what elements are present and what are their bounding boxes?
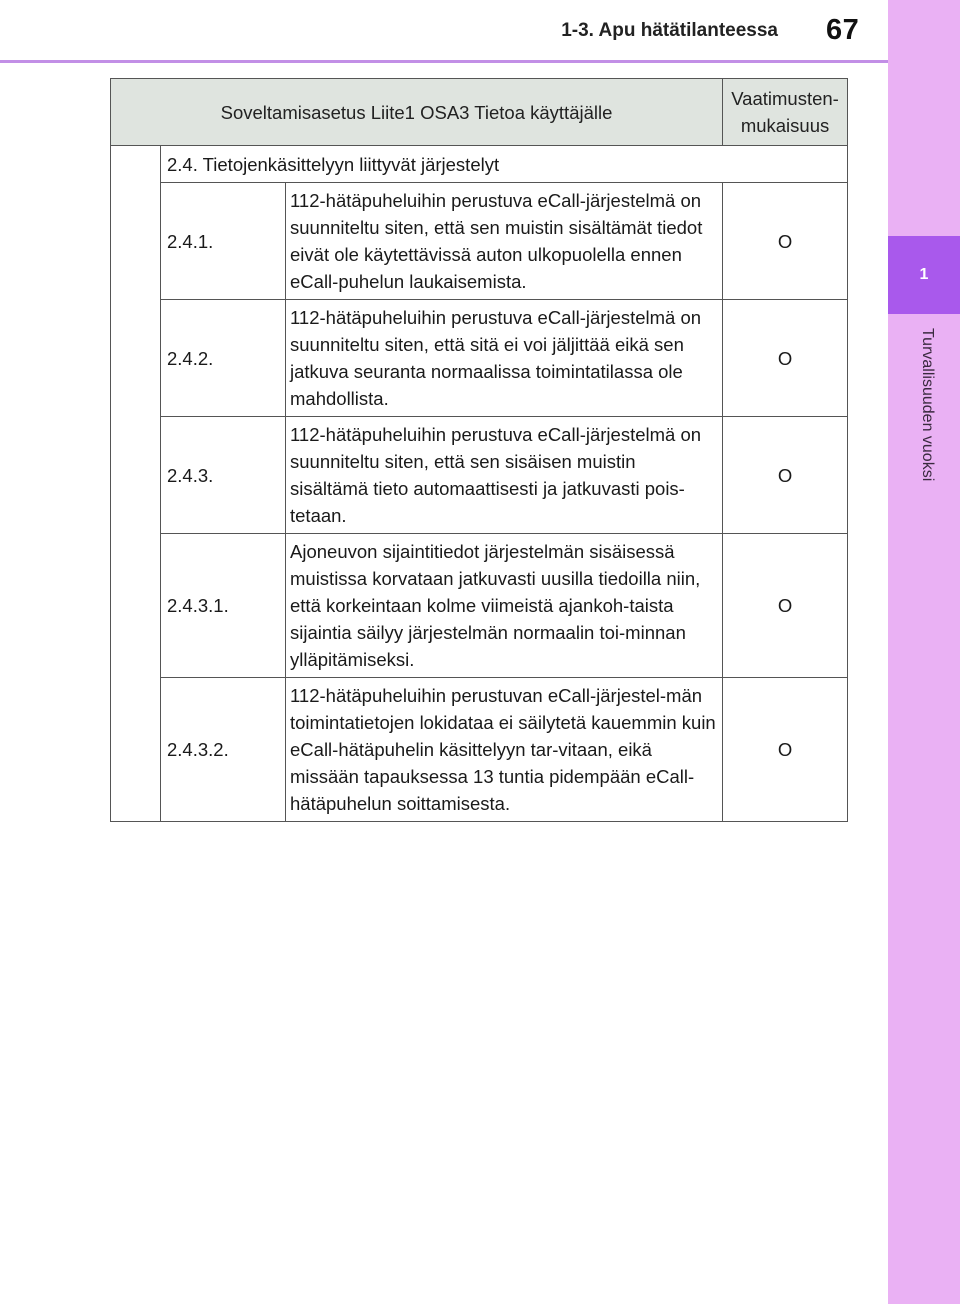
row-description: 112-hätäpuheluihin perustuvan eCall-järjestel-män toimintatietojen lokidataa ei säilytetä kauemmin kuin eCall-hätäpuhelin käsittelyyn tar-vitaan, eikä missään tapauksessa 13 tuntia pidempään eCall-hätäpuhelun soittamisesta. xyxy=(286,678,723,822)
section-title: 1-3. Apu hätätilanteessa xyxy=(561,20,778,41)
row-compliance: O xyxy=(723,183,848,300)
row-code: 2.4.3. xyxy=(161,417,286,534)
blank-column-cell xyxy=(111,146,161,822)
group-title: 2.4. Tietojenkäsittelyyn liittyvät järjestelyt xyxy=(161,146,848,183)
row-description: 112-hätäpuheluihin perustuva eCall-järjestelmä on suunniteltu siten, että sitä ei voi jäljittää eikä sen jatkuva seuranta normaalissa toimintatilassa ole mahdollista. xyxy=(286,300,723,417)
row-compliance: O xyxy=(723,417,848,534)
table-header-row xyxy=(111,79,848,146)
table-row xyxy=(111,534,848,678)
row-description: 112-hätäpuheluihin perustuva eCall-järjestelmä on suunniteltu siten, että sen muistin sisältämät tiedot eivät ole käytettävissä auton ulkopuolella ennen eCall-puhelun laukaisemista. xyxy=(286,183,723,300)
chapter-side-tab xyxy=(888,0,960,1304)
row-compliance: O xyxy=(723,534,848,678)
row-description: 112-hätäpuheluihin perustuva eCall-järjestelmä on suunniteltu siten, että sen sisäisen muistin sisältämä tieto automaattisesti ja jatkuvasti pois-tetaan. xyxy=(286,417,723,534)
row-description: Ajoneuvon sijaintitiedot järjestelmän sisäisessä muistissa korvataan jatkuvasti uusilla tiedoilla niin, että korkeintaan kolme viimeistä ajankoh-taista sijaintia säilyy järjestelmän normaalin toi-minnan ylläpitämiseksi. xyxy=(286,534,723,678)
table-row xyxy=(111,183,848,300)
table-row xyxy=(111,417,848,534)
chapter-title-vertical: Turvallisuuden vuoksi xyxy=(919,328,936,482)
page-number: 67 xyxy=(826,14,860,46)
group-row xyxy=(111,146,848,183)
row-code: 2.4.1. xyxy=(161,183,286,300)
row-code: 2.4.3.1. xyxy=(161,534,286,678)
compliance-table xyxy=(110,78,848,822)
table-row xyxy=(111,678,848,822)
row-compliance: O xyxy=(723,678,848,822)
row-code: 2.4.2. xyxy=(161,300,286,417)
table-row xyxy=(111,300,848,417)
row-compliance: O xyxy=(723,300,848,417)
header-regulation: Soveltamisasetus Liite1 OSA3 Tietoa käyttäjälle xyxy=(111,79,723,146)
chapter-number-badge: 1 xyxy=(888,236,960,314)
row-code: 2.4.3.2. xyxy=(161,678,286,822)
header-compliance: Vaatimusten-mukaisuus xyxy=(723,79,848,146)
header-divider xyxy=(0,60,888,63)
